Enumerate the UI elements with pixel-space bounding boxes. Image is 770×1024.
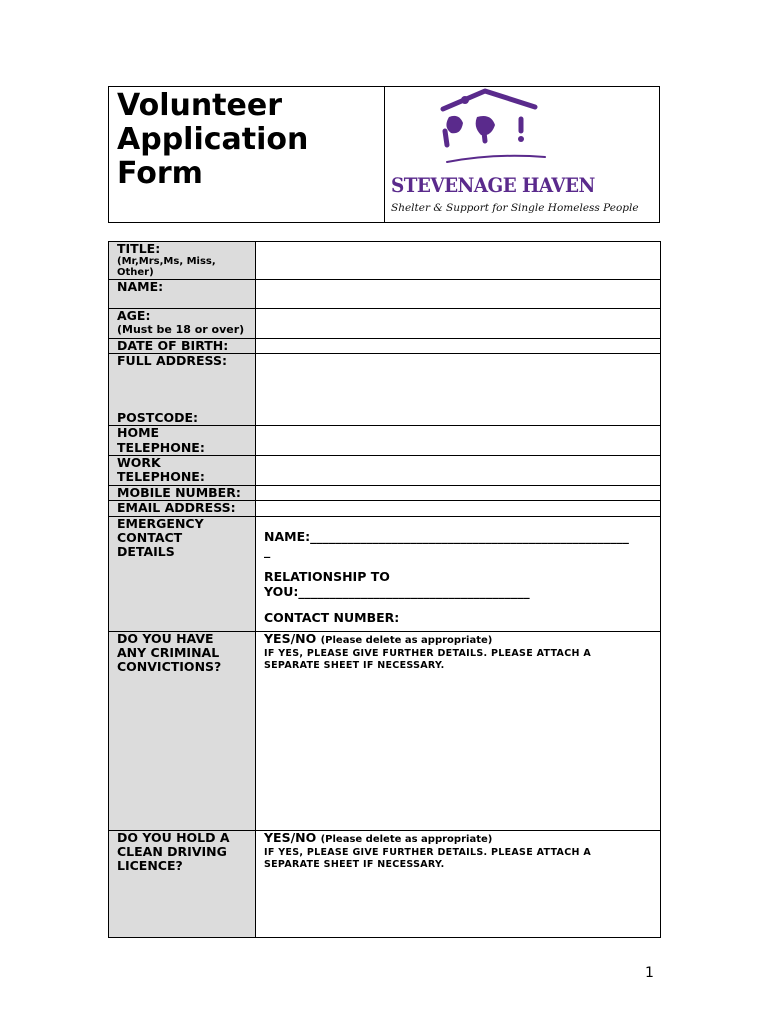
- row-address: [109, 354, 661, 426]
- row-dob: [109, 338, 661, 353]
- row-title: [109, 242, 661, 280]
- convictions-label: DO YOU HAVE ANY CRIMINAL CONVICTIONS?: [109, 631, 256, 830]
- home-telephone-field[interactable]: [256, 426, 661, 456]
- row-driving-licence: [109, 830, 661, 937]
- age-label: AGE: (Must be 18 or over): [109, 309, 256, 339]
- postcode-label: POSTCODE:: [117, 409, 199, 425]
- work-telephone-label: WORK TELEPHONE:: [109, 456, 256, 486]
- logo-name: STEVENAGE HAVEN: [391, 173, 595, 197]
- address-field[interactable]: [256, 354, 661, 426]
- emergency-contact-field[interactable]: [256, 516, 661, 631]
- email-field[interactable]: [256, 501, 661, 516]
- convictions-field[interactable]: [256, 631, 661, 830]
- convictions-answer[interactable]: YES/NO (Please delete as appropriate): [264, 630, 493, 646]
- driving-licence-label: DO YOU HOLD A CLEAN DRIVING LICENCE?: [109, 830, 256, 937]
- row-criminal-convictions: [109, 631, 661, 830]
- title-field[interactable]: [256, 242, 661, 280]
- name-label: NAME:: [109, 280, 256, 309]
- page-number: 1: [645, 965, 654, 981]
- mobile-label: MOBILE NUMBER:: [109, 485, 256, 500]
- stevenage-haven-logo: [385, 87, 659, 222]
- form-title-line: Form: [117, 156, 203, 191]
- emergency-name-line[interactable]: NAME:___________________________________________________: [264, 529, 629, 544]
- age-field[interactable]: [256, 309, 661, 339]
- form-header: [108, 86, 660, 223]
- row-email: [109, 501, 661, 516]
- application-table: [108, 241, 661, 938]
- address-label: FULL ADDRESS: POSTCODE:: [109, 354, 256, 426]
- logo-tagline: Shelter & Support for Single Homeless People: [391, 202, 639, 214]
- contact-number-label[interactable]: CONTACT NUMBER:: [264, 610, 400, 626]
- convictions-note: IF YES, PLEASE GIVE FURTHER DETAILS. PLEASE ATTACH A SEPARATE SHEET IF NECESSARY.: [264, 647, 591, 671]
- form-title-line: Volunteer: [117, 88, 283, 123]
- emergency-name-wrap: _: [264, 543, 271, 559]
- emergency-contact-label: EMERGENCY CONTACT DETAILS: [109, 516, 256, 631]
- name-field[interactable]: [256, 280, 661, 309]
- relationship-line[interactable]: YOU:_____________________________________: [264, 583, 530, 599]
- dob-field[interactable]: [256, 338, 661, 353]
- relationship-label: RELATIONSHIP TO: [264, 569, 390, 585]
- row-age: [109, 309, 661, 339]
- dob-label: DATE OF BIRTH:: [109, 338, 256, 353]
- email-label: EMAIL ADDRESS:: [109, 501, 256, 516]
- row-mobile: [109, 485, 661, 500]
- driving-note: IF YES, PLEASE GIVE FURTHER DETAILS. PLEASE ATTACH A SEPARATE SHEET IF NECESSARY.: [264, 846, 591, 870]
- form-title-line: Application: [117, 122, 309, 157]
- driving-answer[interactable]: YES/NO (Please delete as appropriate): [264, 829, 493, 845]
- home-telephone-label: HOME TELEPHONE:: [109, 426, 256, 456]
- row-work-telephone: [109, 456, 661, 486]
- row-name: [109, 280, 661, 309]
- mobile-field[interactable]: [256, 485, 661, 500]
- driving-licence-field[interactable]: [256, 830, 661, 937]
- form-title: [109, 87, 385, 222]
- title-label: TITLE: (Mr,Mrs,Ms, Miss, Other): [109, 242, 256, 280]
- row-home-telephone: [109, 426, 661, 456]
- work-telephone-field[interactable]: [256, 456, 661, 486]
- row-emergency-contact: [109, 516, 661, 631]
